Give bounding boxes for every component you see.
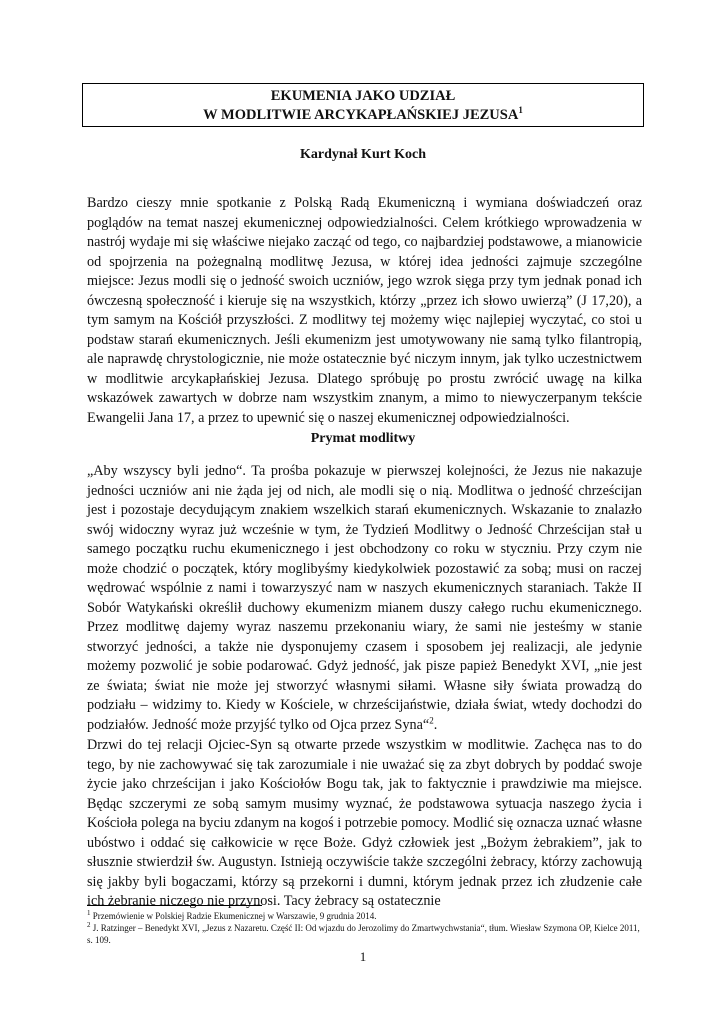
footnote-1-text: Przemówienie w Polskiej Radzie Ekumenicznej w Warszawie, 9 grudnia 2014. bbox=[90, 911, 377, 921]
footnote-2 bbox=[87, 922, 642, 946]
author: Kardynał Kurt Koch bbox=[299, 147, 426, 162]
title-line-1: EKUMENIA JAKO UDZIAŁ bbox=[270, 88, 456, 104]
footnote-ref-2[interactable]: 2 bbox=[429, 714, 434, 725]
page-number: 1 bbox=[359, 949, 367, 964]
footnote-1-num: 1 bbox=[87, 909, 91, 917]
section-heading: Prymat modlitwy bbox=[310, 431, 416, 446]
section-paragraph-1-end: . bbox=[433, 716, 438, 733]
section-paragraph-2: Drzwi do tej relacji Ojciec-Syn są otwarte przede wszystkim w modlitwie. Zachęca nas to do tego, by nie zachowywać się tak zarozumiale i nie uważać się za zbyt dobrych by poddać swoje życie jako chrześcijan i jako Kościołów Bogu tak, jak to faktycznie i prawdziwie ma miejsce. Będąc szczerymi ze sobą samym musimy wyznać, że podstawowa sytuacja naszego życia i Kościoła polega na byciu zdanym na kogoś i potrzebie pomocy. Modlić się oznacza uznać własne ubóstwo i oddać się całkowicie w ręce Boże. Gdyż człowiek jest „Bożym żebrakiem”, jak to słusznie stwierdził św. Augustyn. Istnieją oczywiście także szczególni żebracy, którzy zachowują się jakby byli bogaczami, którzy są przekorni i dumni, którym jednak przez ich złudzenie całe ich żebranie niczego nie przynosi. Tacy żebracy są ostatecznie bbox=[87, 737, 642, 909]
footnote-2-text: J. Ratzinger – Benedykt XVI, „Jezus z Nazaretu. Część II: Od wjazdu do Jerozolimy do Zmartwychwstania“, tłum. Wiesław Szymona OP, Kielce 2011, s. 109. bbox=[87, 923, 640, 945]
footnote-separator bbox=[87, 905, 262, 906]
section-paragraph-1-text: „Aby wszyscy byli jedno“. Ta prośba pokazuje w pierwszej kolejności, że Jezus nie nakazuje jedności uczniów ani nie żąda jej od nich, ale modli się o nią. Modlitwa o jedność chrześcijan jest i pozostaje decydującym znakiem wszelkich starań ekumenicznych. Wskazanie to znalazło swój widoczny wyraz już wcześnie w tym, że Tydzień Modlitwy o Jedność Chrześcijan stał u samego początku ruchu ekumenicznego i jest obchodzony co roku w styczniu. Przy czym nie może chodzić o początek, który moglibyśmy kiedykolwiek pozostawić za sobą; musi on raczej wędrować wspólnie z nami i towarzyszyć nam w naszych ekumenicznych staraniach. Także II Sobór Watykański określił duchowy ekumenizm mianem duszy całego ruchu ekumenicznego. Przez modlitwę dajemy wyraz naszemu przekonaniu wiary, że sami nie jesteśmy w stanie stworzyć jedności, a także nie dysponujemy czasem i sposobem jej realizacji, ale jedynie możemy pozwolić je sobie podarować. Gdyż jedność, jak pisze papież Benedykt XVI, „nie jest ze świata; świat nie może jej stworzyć własnymi siłami. Własne siły świata prowadzą do podziału – widzimy to. Kiedy w Kościele, w chrześcijaństwie, działa świat, wtedy dochodzi do podziałów. Jedność może przyjść tylko od Ojca przez Syna“ bbox=[87, 463, 642, 733]
section-paragraph-1 bbox=[87, 462, 642, 735]
intro-paragraph: Bardzo cieszy mnie spotkanie z Polską Radą Ekumeniczną i wymiana doświadczeń oraz poglądów na temat naszej ekumenicznej odpowiedzialności. Celem krótkiego wprowadzenia w nastrój wydaje mi się właściwe niejako zacząć od tego, co najbardziej podstawowe, a mianowicie od spojrzenia na pożegnalną modlitwę Jezusa, w której idea jedności zajmuje szczególne miejsce: Jezus modli się o jedność swoich uczniów, jego wzrok sięga przy tym jednak ponad ich ówczesną społeczność i kieruje się na wszystkich, którzy „przez ich słowo uwierzą” (J 17,20), a tym samym na Kościół przyszłości. Z modlitwy tej możemy więc najlepiej wyczytać, co stoi u podstaw starań ekumenicznych. Jeśli ekumenizm jest umotywowany nie samą tylko filantropią, ale naprawdę chrystologicznie, nie może ostatecznie być niczym innym, jak tylko uczestnictwem w modlitwie arcykapłańskiej Jezusa. Dlatego spróbuję po prostu zwrócić uwagę na kilka wskazówek zawartych w dobrze nam wszystkim znanym, a mimo to niewyczerpanym tekście Ewangelii Jana 17, a przez to upewnić się o naszej ekumenicznej odpowiedzialności. bbox=[87, 195, 642, 426]
footnote-2-num: 2 bbox=[87, 921, 91, 929]
title-line-2 bbox=[83, 106, 643, 125]
footnote-1 bbox=[87, 910, 642, 922]
title-line-2-text: W MODLITWIE ARCYKAPŁAŃSKIEJ JEZUSA bbox=[203, 107, 519, 123]
title-footnote-ref[interactable]: 1 bbox=[518, 105, 523, 116]
title-box bbox=[82, 83, 644, 127]
